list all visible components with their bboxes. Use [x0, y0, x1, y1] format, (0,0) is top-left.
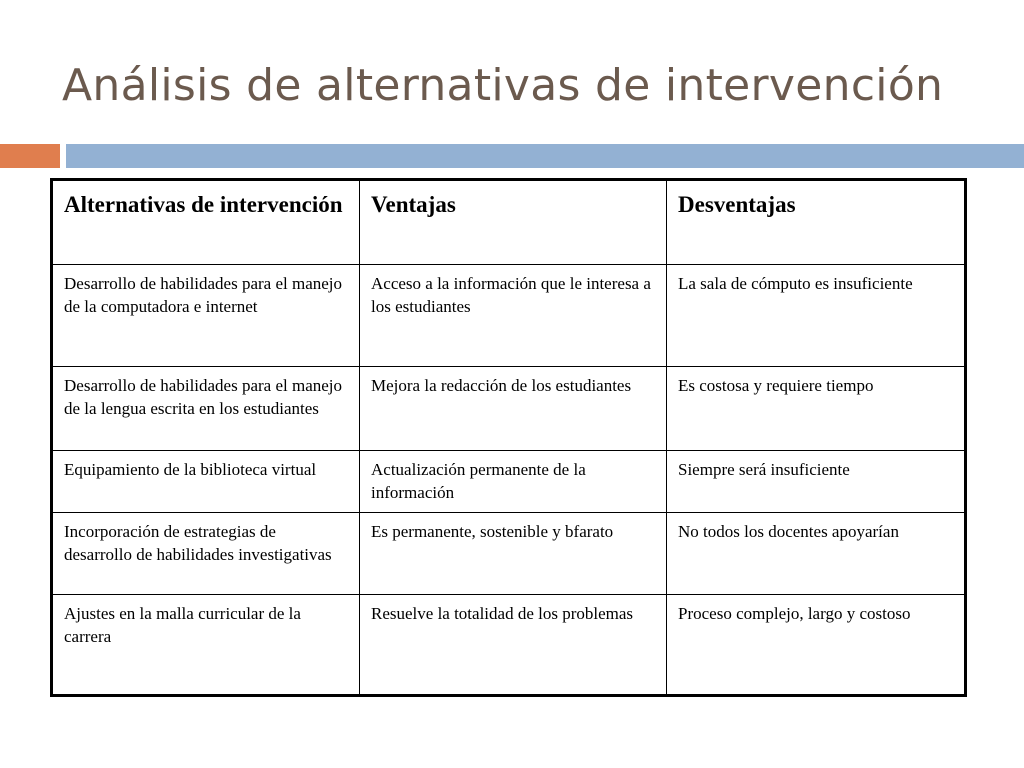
table-cell: Acceso a la información que le interesa a los estudiantes [360, 265, 667, 367]
table-cell: No todos los docentes apoyarían [667, 512, 966, 594]
table-row [52, 594, 966, 695]
accent-bar-orange [0, 144, 60, 168]
table-cell: Equipamiento de la biblioteca virtual [52, 451, 360, 513]
table-container [50, 178, 964, 690]
table-header-row [52, 180, 966, 265]
alternatives-table [50, 178, 967, 697]
table-row [52, 451, 966, 513]
table-cell: Actualización permanente de la información [360, 451, 667, 513]
table-cell: Ajustes en la malla curricular de la carrera [52, 594, 360, 695]
table-cell: Mejora la redacción de los estudiantes [360, 367, 667, 451]
table-cell: Siempre será insuficiente [667, 451, 966, 513]
table-cell: La sala de cómputo es insuficiente [667, 265, 966, 367]
table-row [52, 265, 966, 367]
slide-title: Análisis de alternativas de intervención [62, 60, 944, 111]
table-cell: Incorporación de estrategias de desarrollo de habilidades investigativas [52, 512, 360, 594]
table-cell: Desarrollo de habilidades para el manejo de la lengua escrita en los estudiantes [52, 367, 360, 451]
table-cell: Resuelve la totalidad de los problemas [360, 594, 667, 695]
table-cell: Es costosa y requiere tiempo [667, 367, 966, 451]
accent-bar-blue [66, 144, 1024, 168]
header-cell-alternativas: Alternativas de intervención [52, 180, 360, 265]
table-row [52, 367, 966, 451]
table-cell: Proceso complejo, largo y costoso [667, 594, 966, 695]
table-cell: Es permanente, sostenible y bfarato [360, 512, 667, 594]
header-cell-desventajas: Desventajas [667, 180, 966, 265]
header-cell-ventajas: Ventajas [360, 180, 667, 265]
table-row [52, 512, 966, 594]
table-cell: Desarrollo de habilidades para el manejo de la computadora e internet [52, 265, 360, 367]
